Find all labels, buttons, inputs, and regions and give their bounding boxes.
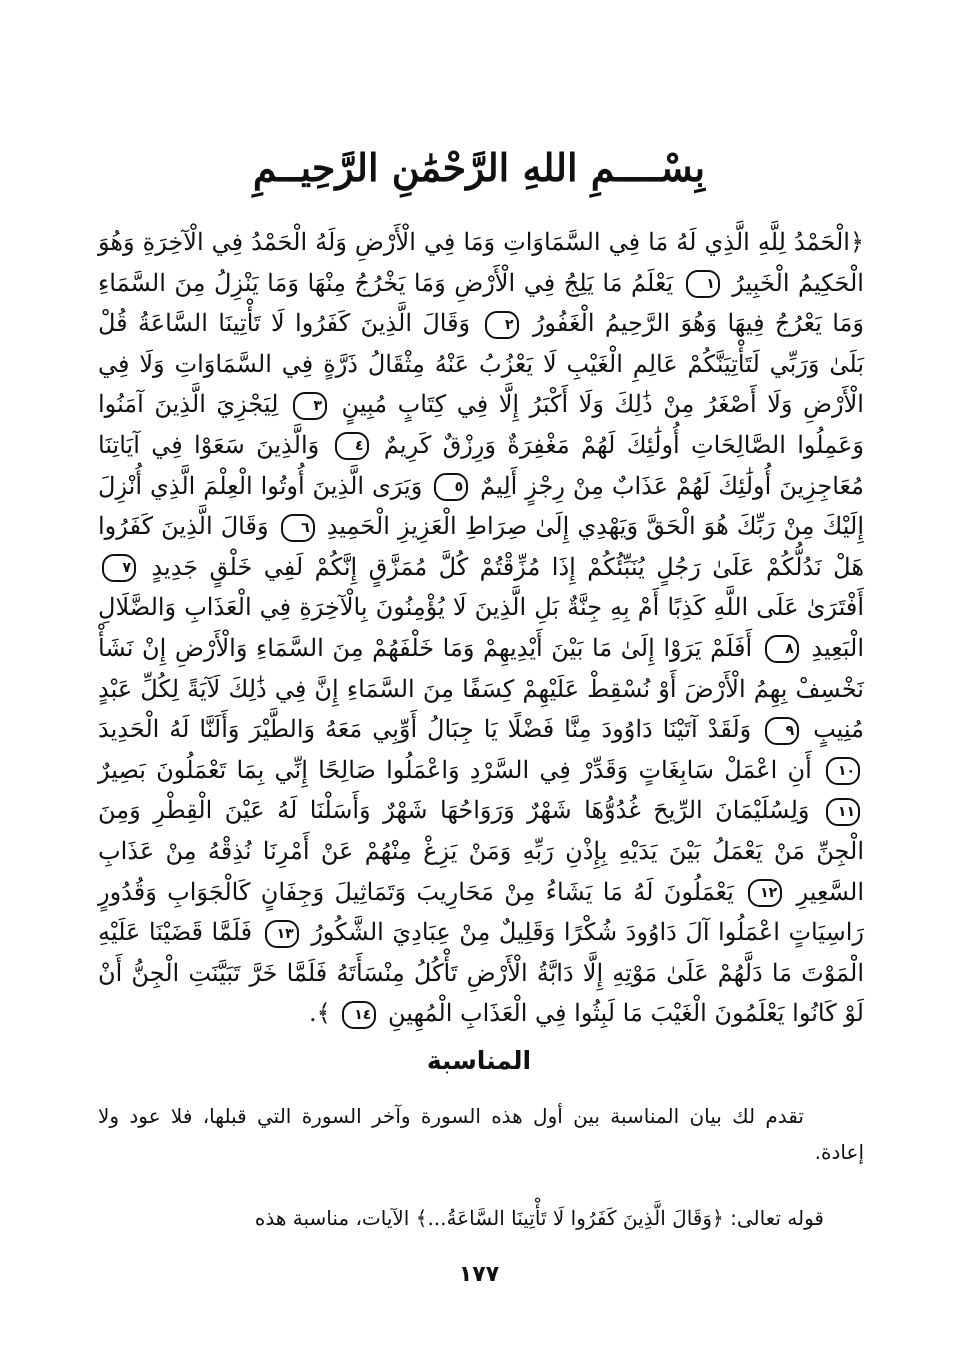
verse-number-marker: ١١ [826,798,860,826]
verse-text: فَلَمَّا قَضَيْنَا عَلَيْهِ الْمَوْتَ مَا دَلَّهُمْ عَلَىٰ مَوْتِهِ إِلَّا دَابَّةُ الْأَرْضِ تَأْكُلُ مِنْسَأَتَهُ فَلَمَّا خَرَّ تَبَيَّنَتِ الْجِنُّ أَنْ لَوْ كَانُوا يَعْلَمُونَ الْغَيْبَ مَا لَبِثُوا فِي الْعَذَابِ الْمُهِينِ [98,918,864,1028]
verse-number-marker: ٥ [434,473,468,501]
verse-text: يَعْمَلُونَ لَهُ مَا يَشَاءُ مِنْ مَحَارِيبَ وَتَمَاثِيلَ وَجِفَانٍ كَالْجَوَابِ وَقُدُورٍ رَاسِيَاتٍ اعْمَلُوا آلَ دَاوُودَ شُكْرًا وَقَلِيلٌ مِنْ عِبَادِيَ الشَّكُورُ [98,877,864,947]
verse-number-marker: ١٢ [748,879,782,907]
verse-text: وَالَّذِينَ سَعَوْا فِي آيَاتِنَا مُعَاجِزِينَ أُولَٰئِكَ لَهُمْ عَذَابٌ مِنْ رِجْزٍ أَلِيمٌ [98,430,864,500]
verse-text: وَيَرَى الَّذِينَ أُوتُوا الْعِلْمَ الَّذِي أُنْزِلَ إِلَيْكَ مِنْ رَبِّكَ هُوَ الْحَقَّ وَيَهْدِي إِلَىٰ صِرَاطِ الْعَزِيزِ الْحَمِيدِ [98,471,864,541]
verse-text: أَفْتَرَىٰ عَلَى اللَّهِ كَذِبًا أَمْ بِهِ جِنَّةٌ بَلِ الَّذِينَ لَا يُؤْمِنُونَ بِالْآخِرَةِ فِي الْعَذَابِ وَالضَّلَالِ الْبَعِيدِ [98,593,864,662]
verse-number-marker: ٦ [281,514,315,542]
verse-text: أَفَلَمْ يَرَوْا إِلَىٰ مَا بَيْنَ أَيْدِيهِمْ وَمَا خَلْفَهُمْ مِنَ السَّمَاءِ وَالْأَرْضِ إِنْ نَشَأْ نَخْسِفْ بِهِمُ الْأَرْضَ أَوْ نُسْقِطْ عَلَيْهِمْ كِسَفًا مِنَ السَّمَاءِ إِنَّ فِي ذَٰلِكَ لَآيَةً لِكُلِّ عَبْدٍ مُنِيبٍ [98,633,864,744]
verse-text: لِيَجْزِيَ الَّذِينَ آمَنُوا وَعَمِلُوا الصَّالِحَاتِ أُولَٰئِكَ لَهُمْ مَغْفِرَةٌ وَرِزْقٌ كَرِيمٌ [98,390,864,459]
section-heading: المناسبة [426,1046,532,1075]
verse-number-marker: ١ [686,270,720,298]
verse-text: وَقَالَ الَّذِينَ كَفَرُوا هَلْ نَدُلُّكُمْ عَلَىٰ رَجُلٍ يُنَبِّئُكُمْ إِذَا مُزِّقْتُمْ كُلَّ مُمَزَّقٍ إِنَّكُمْ لَفِي خَلْقٍ جَدِيدٍ [98,512,864,581]
page-number: ١٧٧ [458,1262,500,1287]
commentary-paragraph-continued [98,1200,864,1236]
paragraph-intro: قوله تعالى: [730,1206,824,1230]
verse-text: أَنِ اعْمَلْ سَابِغَاتٍ وَقَدِّرْ فِي السَّرْدِ وَاعْمَلُوا صَالِحًا إِنِّي بِمَا تَعْمَلُونَ بَصِيرٌ [98,755,812,784]
commentary-paragraph: تقدم لك بيان المناسبة بين أول هذه السورة وآخر السورة التي قبلها، فلا عود ولا إعادة. [98,1104,864,1164]
verse-text: وَلِسُلَيْمَانَ الرِّيحَ غُدُوُّهَا شَهْرٌ وَرَوَاحُهَا شَهْرٌ وَأَسَلْنَا لَهُ عَيْنَ الْقِطْرِ وَمِنَ الْجِنِّ مَنْ يَعْمَلُ بَيْنَ يَدَيْهِ بِإِذْنِ رَبِّهِ وَمَنْ يَزِغْ مِنْهُمْ عَنْ أَمْرِنَا نُذِقْهُ مِنْ عَذَابِ السَّعِيرِ [98,796,864,906]
verse-text: يَعْلَمُ مَا يَلِجُ فِي الْأَرْضِ وَمَا يَخْرُجُ مِنْهَا وَمَا يَنْزِلُ مِنَ السَّمَاءِ وَمَا يَعْرُجُ فِيهَا وَهُوَ الرَّحِيمُ الْغَفُورُ [98,268,864,338]
closing-bracket: ﴾. [308,999,331,1028]
verse-text: وَقَالَ الَّذِينَ كَفَرُوا لَا تَأْتِينَا السَّاعَةُ قُلْ بَلَىٰ وَرَبِّي لَتَأْتِيَنَّكُمْ عَالِمِ الْغَيْبِ لَا يَعْزُبُ عَنْهُ مِثْقَالُ ذَرَّةٍ فِي السَّمَاوَاتِ وَلَا فِي الْأَرْضِ وَلَا أَصْغَرُ مِنْ ذَٰلِكَ وَلَا أَكْبَرُ إِلَّا فِي كِتَابٍ مُبِينٍ [98,309,864,419]
quran-text-block [98,222,864,1034]
verse-number-marker: ١٤ [342,1001,376,1029]
verse-text: وَلَقَدْ آتَيْنَا دَاوُودَ مِنَّا فَضْلًا يَا جِبَالُ أَوِّبِي مَعَهُ وَالطَّيْرَ وَأَلَنَّا لَهُ الْحَدِيدَ [98,715,752,744]
verse-number-marker: ٣ [293,392,327,420]
verse-text: ﴿الْحَمْدُ لِلَّهِ الَّذِي لَهُ مَا فِي السَّمَاوَاتِ وَمَا فِي الْأَرْضِ وَلَهُ الْحَمْدُ فِي الْآخِرَةِ وَهُوَ الْحَكِيمُ الْخَبِيرُ [98,228,865,297]
verse-number-marker: ٧ [102,554,136,582]
verse-number-marker: ٤ [335,432,369,460]
basmala-heading: بِسْــــمِ اللهِ الرَّحْمَٰنِ الرَّحِيــمِ [252,145,706,190]
verse-number-marker: ٩ [765,717,799,745]
verse-number-marker: ٢ [485,311,519,339]
verse-number-marker: ٨ [765,635,799,663]
quoted-verse: ﴿وَقَالَ الَّذِينَ كَفَرُوا لَا تَأْتِينَا السَّاعَةُ...﴾ [415,1206,724,1230]
verse-number-marker: ١٠ [826,757,860,785]
verse-number-marker: ١٣ [265,920,299,948]
paragraph-rest: الآيات، مناسبة هذه [254,1206,410,1230]
